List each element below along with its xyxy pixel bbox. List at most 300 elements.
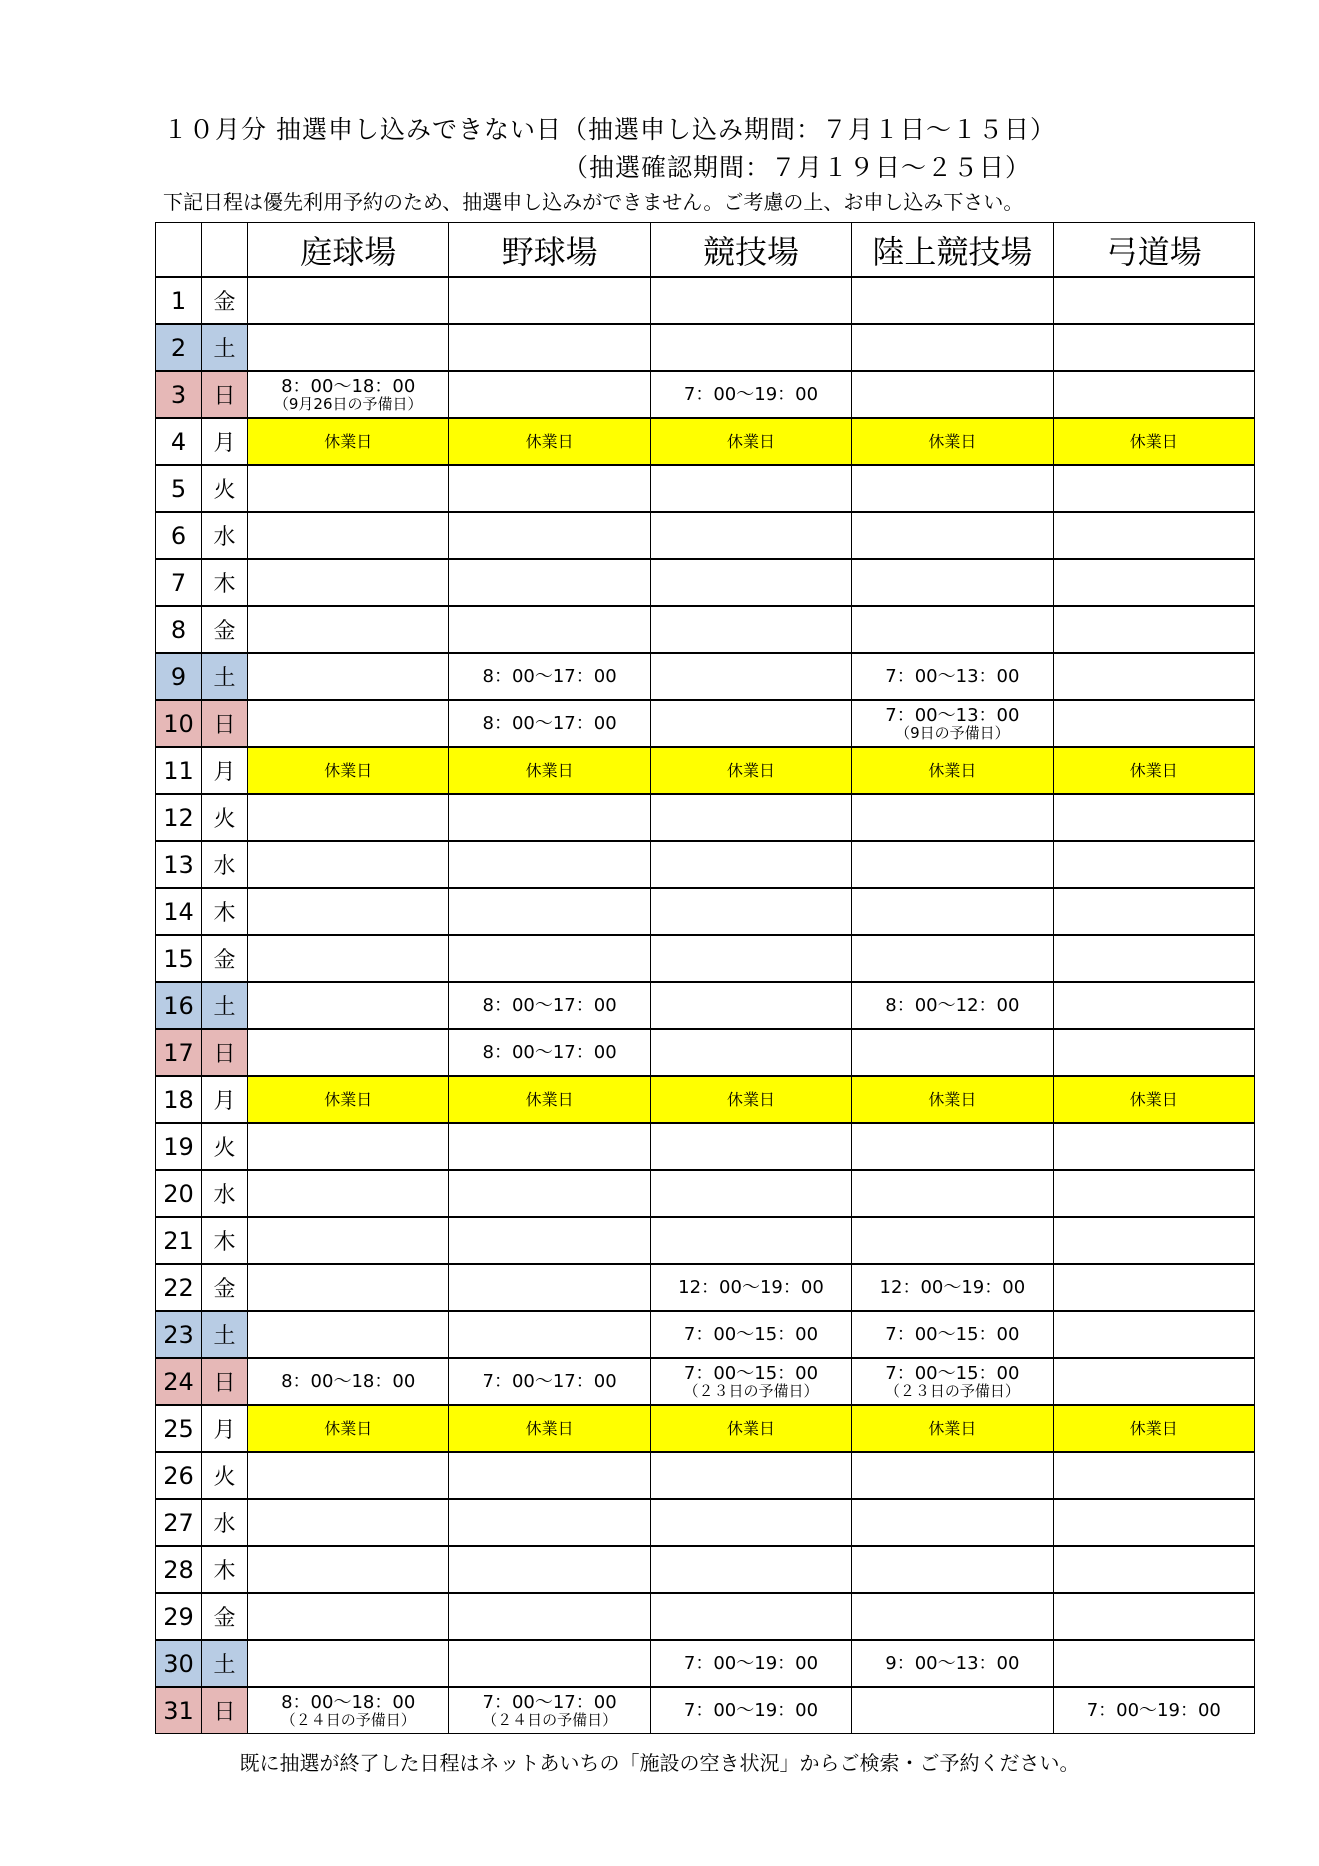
schedule-cell <box>1053 841 1254 888</box>
cell-time: 休業日 <box>525 1089 574 1109</box>
schedule-cell <box>650 1593 851 1640</box>
schedule-cell <box>449 982 650 1029</box>
schedule-cell <box>650 465 851 512</box>
cell-time: 休業日 <box>525 431 574 451</box>
schedule-cell <box>449 1311 650 1358</box>
schedule-cell <box>650 1546 851 1593</box>
schedule-cell <box>852 1546 1053 1593</box>
schedule-cell <box>449 606 650 653</box>
day-number: 4 <box>156 418 202 465</box>
table-row <box>156 1311 1255 1358</box>
schedule-cell <box>449 1640 650 1687</box>
day-number: 2 <box>156 324 202 371</box>
cell-time: 休業日 <box>726 760 775 780</box>
day-number: 6 <box>156 512 202 559</box>
weekday-cell: 日 <box>202 700 248 747</box>
schedule-cell <box>852 1170 1053 1217</box>
cell-time: 休業日 <box>1129 1089 1178 1109</box>
cell-time: 休業日 <box>1129 1418 1178 1438</box>
schedule-cell <box>449 747 650 794</box>
weekday-cell: 金 <box>202 277 248 324</box>
schedule-cell <box>852 418 1053 465</box>
schedule-table <box>155 222 1255 1734</box>
schedule-cell <box>650 606 851 653</box>
schedule-cell <box>449 1546 650 1593</box>
schedule-cell <box>650 1405 851 1452</box>
cell-note: （２４日の予備日） <box>280 1710 416 1729</box>
schedule-cell <box>1053 1170 1254 1217</box>
schedule-cell <box>1053 1264 1254 1311</box>
cell-time: 7：00〜19：00 <box>683 383 819 405</box>
schedule-cell <box>449 653 650 700</box>
schedule-cell <box>449 1076 650 1123</box>
schedule-cell <box>1053 700 1254 747</box>
day-number: 15 <box>156 935 202 982</box>
schedule-cell <box>449 277 650 324</box>
schedule-cell <box>248 465 449 512</box>
table-row <box>156 1029 1255 1076</box>
day-number: 26 <box>156 1452 202 1499</box>
table-row <box>156 559 1255 606</box>
weekday-cell: 月 <box>202 418 248 465</box>
schedule-cell <box>449 371 650 418</box>
schedule-cell <box>1053 1452 1254 1499</box>
weekday-cell: 金 <box>202 935 248 982</box>
schedule-cell <box>852 277 1053 324</box>
day-number: 3 <box>156 371 202 418</box>
cell-time: 7：00〜19：00 <box>683 1652 819 1674</box>
schedule-cell <box>650 794 851 841</box>
schedule-cell <box>248 1546 449 1593</box>
day-number: 16 <box>156 982 202 1029</box>
schedule-cell <box>449 1123 650 1170</box>
header-day <box>156 223 202 278</box>
cell-time: 休業日 <box>324 1418 373 1438</box>
schedule-cell <box>1053 1029 1254 1076</box>
schedule-cell <box>248 1029 449 1076</box>
header-weekday <box>202 223 248 278</box>
table-row <box>156 1452 1255 1499</box>
cell-time: 休業日 <box>726 431 775 451</box>
cell-time: 7：00〜15：00 <box>683 1362 819 1384</box>
schedule-cell <box>1053 1076 1254 1123</box>
cell-time: 12：00〜19：00 <box>678 1276 824 1298</box>
weekday-cell: 木 <box>202 1546 248 1593</box>
weekday-cell: 日 <box>202 371 248 418</box>
day-number: 21 <box>156 1217 202 1264</box>
schedule-cell <box>1053 371 1254 418</box>
table-row <box>156 1217 1255 1264</box>
weekday-cell: 火 <box>202 1452 248 1499</box>
weekday-cell: 火 <box>202 1123 248 1170</box>
day-number: 18 <box>156 1076 202 1123</box>
schedule-cell <box>449 1170 650 1217</box>
weekday-cell: 土 <box>202 982 248 1029</box>
day-number: 10 <box>156 700 202 747</box>
schedule-cell <box>1053 747 1254 794</box>
schedule-cell <box>248 1687 449 1734</box>
schedule-cell <box>852 1076 1053 1123</box>
weekday-cell: 月 <box>202 747 248 794</box>
schedule-cell <box>248 653 449 700</box>
page-subtitle: （抽選確認期間：７月１９日〜２５日） <box>563 153 1032 182</box>
cell-note: （２３日の予備日） <box>884 1381 1020 1400</box>
schedule-cell <box>650 324 851 371</box>
schedule-cell <box>852 606 1053 653</box>
cell-time: 8：00〜17：00 <box>482 712 617 734</box>
schedule-cell <box>248 324 449 371</box>
cell-time: 7：00〜13：00 <box>885 704 1020 726</box>
cell-time: 休業日 <box>928 1418 977 1438</box>
schedule-cell <box>1053 1217 1254 1264</box>
schedule-cell <box>1053 559 1254 606</box>
schedule-cell <box>1053 277 1254 324</box>
schedule-cell <box>1053 418 1254 465</box>
day-number: 24 <box>156 1358 202 1405</box>
table-row <box>156 1687 1255 1734</box>
table-row <box>156 1405 1255 1452</box>
schedule-cell <box>248 1405 449 1452</box>
cell-time: 8：00〜18：00 <box>281 375 416 397</box>
schedule-cell <box>449 700 650 747</box>
header-tennis-court: 庭球場 <box>248 223 449 278</box>
cell-note: （9月26日の予備日） <box>273 394 423 413</box>
day-number: 20 <box>156 1170 202 1217</box>
schedule-cell <box>1053 1123 1254 1170</box>
schedule-cell <box>650 700 851 747</box>
schedule-cell <box>852 700 1053 747</box>
schedule-cell <box>650 559 851 606</box>
table-row <box>156 1640 1255 1687</box>
table-row <box>156 418 1255 465</box>
cell-time: 休業日 <box>726 1089 775 1109</box>
schedule-cell <box>449 935 650 982</box>
cell-note: （9日の予備日） <box>895 723 1010 742</box>
schedule-cell <box>852 512 1053 559</box>
schedule-cell <box>1053 935 1254 982</box>
header-row <box>156 223 1255 278</box>
cell-time: 12：00〜19：00 <box>879 1276 1026 1298</box>
schedule-cell <box>650 747 851 794</box>
schedule-cell <box>852 1123 1053 1170</box>
cell-note: （２４日の予備日） <box>482 1710 618 1729</box>
schedule-cell <box>248 794 449 841</box>
day-number: 31 <box>156 1687 202 1734</box>
schedule-cell <box>650 1217 851 1264</box>
cell-time: 8：00〜18：00 <box>281 1370 416 1392</box>
schedule-cell <box>449 324 650 371</box>
cell-time: 7：00〜13：00 <box>885 665 1020 687</box>
day-number: 12 <box>156 794 202 841</box>
day-number: 17 <box>156 1029 202 1076</box>
cell-time: 7：00〜15：00 <box>885 1323 1020 1345</box>
table-row <box>156 324 1255 371</box>
table-row <box>156 465 1255 512</box>
schedule-cell <box>449 465 650 512</box>
schedule-cell <box>852 1311 1053 1358</box>
schedule-cell <box>852 559 1053 606</box>
schedule-cell <box>852 1217 1053 1264</box>
cell-time: 8：00〜17：00 <box>482 1041 617 1063</box>
schedule-cell <box>650 371 851 418</box>
schedule-cell <box>1053 465 1254 512</box>
schedule-cell <box>852 1687 1053 1734</box>
table-row <box>156 1123 1255 1170</box>
day-number: 27 <box>156 1499 202 1546</box>
schedule-cell <box>449 1499 650 1546</box>
day-number: 23 <box>156 1311 202 1358</box>
schedule-cell <box>650 1311 851 1358</box>
schedule-cell <box>449 1358 650 1405</box>
cell-time: 休業日 <box>525 760 574 780</box>
schedule-cell <box>1053 1405 1254 1452</box>
schedule-cell <box>650 1640 851 1687</box>
weekday-cell: 日 <box>202 1358 248 1405</box>
schedule-cell <box>852 371 1053 418</box>
schedule-cell <box>852 324 1053 371</box>
schedule-cell <box>248 982 449 1029</box>
weekday-cell: 金 <box>202 1264 248 1311</box>
table-row <box>156 277 1255 324</box>
schedule-cell <box>852 888 1053 935</box>
cell-time: 7：00〜19：00 <box>1086 1699 1221 1721</box>
schedule-cell <box>852 1499 1053 1546</box>
page-title: １０月分 抽選申し込みできない日（抽選申し込み期間：７月１日〜１５日） <box>163 115 1056 144</box>
cell-time: 休業日 <box>525 1418 574 1438</box>
weekday-cell: 火 <box>202 465 248 512</box>
day-number: 22 <box>156 1264 202 1311</box>
schedule-cell <box>650 1687 851 1734</box>
day-number: 13 <box>156 841 202 888</box>
schedule-cell <box>248 1358 449 1405</box>
schedule-cell <box>248 1217 449 1264</box>
day-number: 1 <box>156 277 202 324</box>
day-number: 8 <box>156 606 202 653</box>
schedule-cell <box>248 1593 449 1640</box>
schedule-cell <box>248 747 449 794</box>
schedule-cell <box>650 277 851 324</box>
schedule-cell <box>449 512 650 559</box>
cell-time: 休業日 <box>928 431 977 451</box>
table-row <box>156 1593 1255 1640</box>
schedule-cell <box>1053 794 1254 841</box>
day-number: 5 <box>156 465 202 512</box>
schedule-cell <box>650 888 851 935</box>
weekday-cell: 木 <box>202 888 248 935</box>
weekday-cell: 火 <box>202 794 248 841</box>
day-number: 14 <box>156 888 202 935</box>
schedule-cell <box>248 277 449 324</box>
schedule-cell <box>248 418 449 465</box>
schedule-cell <box>650 1452 851 1499</box>
day-number: 7 <box>156 559 202 606</box>
table-row <box>156 888 1255 935</box>
table-row <box>156 935 1255 982</box>
schedule-cell <box>449 794 650 841</box>
schedule-cell <box>449 1593 650 1640</box>
schedule-cell <box>248 1264 449 1311</box>
cell-time: 8：00〜18：00 <box>281 1691 416 1713</box>
cell-time: 休業日 <box>1129 431 1178 451</box>
cell-time: 9：00〜13：00 <box>885 1652 1020 1674</box>
day-number: 11 <box>156 747 202 794</box>
table-row <box>156 1546 1255 1593</box>
schedule-cell <box>852 935 1053 982</box>
weekday-cell: 土 <box>202 1311 248 1358</box>
schedule-cell <box>449 1029 650 1076</box>
schedule-cell <box>650 1499 851 1546</box>
schedule-cell <box>650 1358 851 1405</box>
weekday-cell: 金 <box>202 606 248 653</box>
weekday-cell: 水 <box>202 512 248 559</box>
header-stadium: 競技場 <box>650 223 851 278</box>
schedule-cell <box>248 841 449 888</box>
schedule-cell <box>650 1170 851 1217</box>
weekday-cell: 月 <box>202 1405 248 1452</box>
schedule-cell <box>248 606 449 653</box>
header-athletics-stadium: 陸上競技場 <box>852 223 1053 278</box>
schedule-cell <box>1053 888 1254 935</box>
day-number: 29 <box>156 1593 202 1640</box>
table-row <box>156 653 1255 700</box>
cell-time: 休業日 <box>726 1418 775 1438</box>
schedule-cell <box>650 1123 851 1170</box>
cell-time: 7：00〜19：00 <box>683 1699 819 1721</box>
day-number: 30 <box>156 1640 202 1687</box>
table-row <box>156 1358 1255 1405</box>
schedule-cell <box>449 1405 650 1452</box>
schedule-cell <box>852 982 1053 1029</box>
table-row <box>156 982 1255 1029</box>
schedule-cell <box>1053 1499 1254 1546</box>
table-row <box>156 606 1255 653</box>
cell-time: 7：00〜17：00 <box>482 1691 617 1713</box>
schedule-cell <box>1053 324 1254 371</box>
day-number: 28 <box>156 1546 202 1593</box>
cell-time: 休業日 <box>928 1089 977 1109</box>
schedule-cell <box>248 1123 449 1170</box>
schedule-cell <box>248 371 449 418</box>
table-row <box>156 1170 1255 1217</box>
schedule-cell <box>1053 1311 1254 1358</box>
schedule-cell <box>852 1264 1053 1311</box>
day-number: 9 <box>156 653 202 700</box>
schedule-cell <box>248 935 449 982</box>
schedule-cell <box>650 418 851 465</box>
schedule-cell <box>449 841 650 888</box>
schedule-cell <box>1053 1687 1254 1734</box>
schedule-cell <box>852 653 1053 700</box>
schedule-cell <box>650 1264 851 1311</box>
day-number: 19 <box>156 1123 202 1170</box>
schedule-cell <box>852 1358 1053 1405</box>
schedule-cell <box>248 1640 449 1687</box>
notice-text: 下記日程は優先利用予約のため、抽選申し込みができません。ご考慮の上、お申し込み下さい。 <box>163 190 1024 214</box>
schedule-cell <box>852 1640 1053 1687</box>
schedule-cell <box>449 559 650 606</box>
table-row <box>156 1499 1255 1546</box>
schedule-cell <box>852 794 1053 841</box>
schedule-cell <box>650 982 851 1029</box>
cell-time: 7：00〜15：00 <box>885 1362 1020 1384</box>
table-row <box>156 794 1255 841</box>
schedule-cell <box>449 1264 650 1311</box>
schedule-cell <box>1053 512 1254 559</box>
schedule-cell <box>852 747 1053 794</box>
table-row <box>156 700 1255 747</box>
schedule-cell <box>449 1217 650 1264</box>
schedule-cell <box>1053 1593 1254 1640</box>
footer-note: 既に抽選が終了した日程はネットあいちの「施設の空き状況」からご検索・ご予約ください。 <box>239 1751 1080 1775</box>
schedule-cell <box>1053 1640 1254 1687</box>
weekday-cell: 水 <box>202 841 248 888</box>
schedule-cell <box>852 1029 1053 1076</box>
schedule-cell <box>650 935 851 982</box>
weekday-cell: 土 <box>202 324 248 371</box>
weekday-cell: 土 <box>202 1640 248 1687</box>
weekday-cell: 水 <box>202 1170 248 1217</box>
schedule-cell <box>248 1499 449 1546</box>
schedule-cell <box>449 1452 650 1499</box>
cell-time: 休業日 <box>1129 760 1178 780</box>
schedule-cell <box>248 1170 449 1217</box>
weekday-cell: 金 <box>202 1593 248 1640</box>
table-row <box>156 841 1255 888</box>
schedule-cell <box>650 512 851 559</box>
weekday-cell: 木 <box>202 559 248 606</box>
schedule-cell <box>248 512 449 559</box>
weekday-cell: 日 <box>202 1029 248 1076</box>
weekday-cell: 水 <box>202 1499 248 1546</box>
cell-time: 8：00〜17：00 <box>482 994 617 1016</box>
weekday-cell: 木 <box>202 1217 248 1264</box>
schedule-cell <box>248 700 449 747</box>
schedule-cell <box>650 1076 851 1123</box>
schedule-cell <box>852 1452 1053 1499</box>
table-row <box>156 371 1255 418</box>
schedule-cell <box>1053 606 1254 653</box>
table-row <box>156 747 1255 794</box>
cell-time: 休業日 <box>324 1089 373 1109</box>
cell-time: 休業日 <box>928 760 977 780</box>
schedule-cell <box>852 841 1053 888</box>
schedule-cell <box>449 1687 650 1734</box>
cell-time: 7：00〜17：00 <box>482 1370 617 1392</box>
cell-time: 8：00〜12：00 <box>885 994 1020 1016</box>
header-baseball-field: 野球場 <box>449 223 650 278</box>
table-row <box>156 1264 1255 1311</box>
table-row <box>156 512 1255 559</box>
day-number: 25 <box>156 1405 202 1452</box>
schedule-cell <box>248 1452 449 1499</box>
schedule-cell <box>1053 653 1254 700</box>
header-archery-range: 弓道場 <box>1053 223 1254 278</box>
cell-time: 休業日 <box>324 431 373 451</box>
schedule-cell <box>1053 1546 1254 1593</box>
schedule-cell <box>852 465 1053 512</box>
schedule-cell <box>650 653 851 700</box>
schedule-cell <box>1053 1358 1254 1405</box>
schedule-cell <box>248 888 449 935</box>
schedule-cell <box>248 1311 449 1358</box>
cell-time: 8：00〜17：00 <box>482 665 617 687</box>
schedule-cell <box>852 1405 1053 1452</box>
schedule-cell <box>1053 982 1254 1029</box>
schedule-cell <box>449 888 650 935</box>
schedule-cell <box>650 841 851 888</box>
schedule-cell <box>248 1076 449 1123</box>
cell-time: 休業日 <box>324 760 373 780</box>
